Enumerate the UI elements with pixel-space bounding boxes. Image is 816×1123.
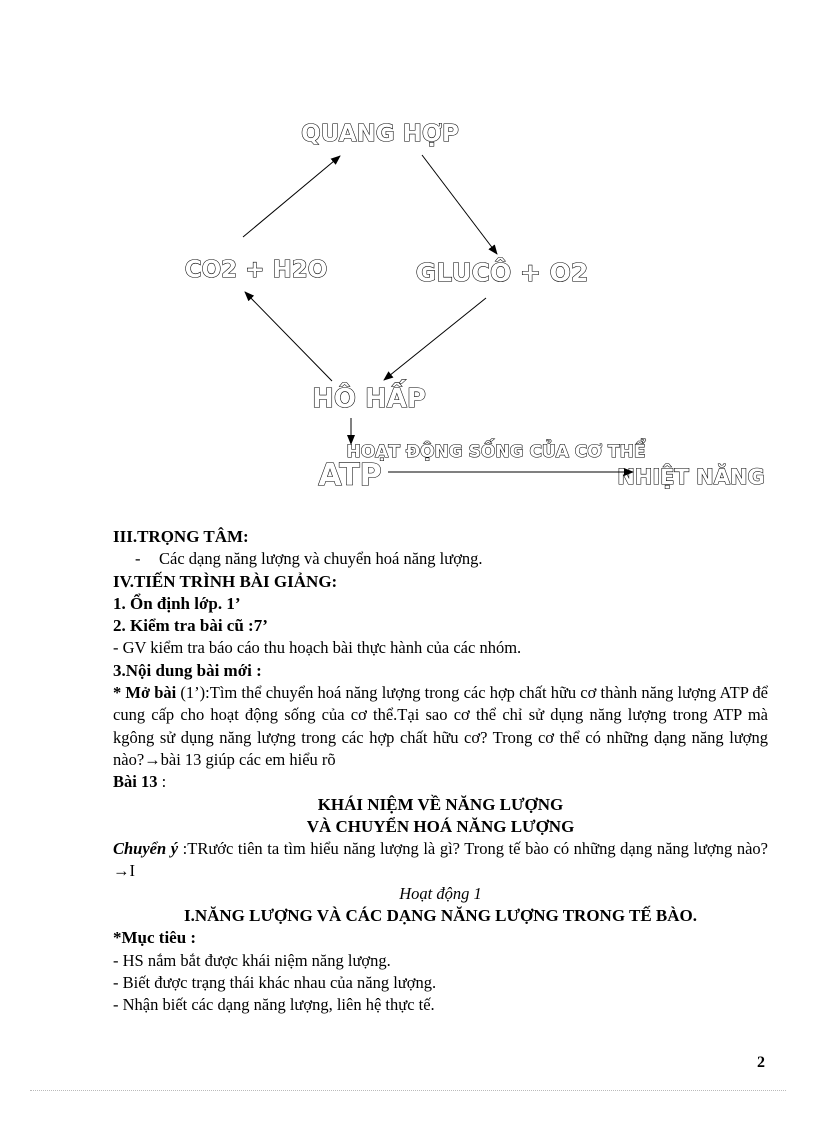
section-4-heading: IV.TIẾN TRÌNH BÀI GIẢNG: bbox=[113, 571, 338, 591]
bullet-dash: - bbox=[135, 549, 141, 569]
energy-conversion-diagram bbox=[0, 0, 816, 510]
objective-1: - HS nắm bắt được khái niệm năng lượng. bbox=[113, 950, 391, 970]
section-1-heading: I.NĂNG LƯỢNG VÀ CÁC DẠNG NĂNG LƯỢNG TRONG TẾ BÀO. bbox=[183, 906, 698, 926]
atp-label: ATP bbox=[318, 458, 382, 493]
section-3-item-text: Các dạng năng lượng và chuyển hoá năng lượng. bbox=[159, 549, 483, 569]
life-activity-label: HOẠT ĐỘNG SỐNG CỦA CƠ THỂ bbox=[346, 442, 646, 462]
lesson-title-2: VÀ CHUYỂN HOÁ NĂNG LƯỢNG bbox=[306, 816, 575, 836]
lesson-label: Bài 13 bbox=[113, 772, 158, 792]
arrow-respiration-to-co2 bbox=[245, 292, 332, 381]
intro-text: (1’):Tìm thể chuyển hoá năng lượng trong các hợp chất hữu cơ thành năng lượng ATP để cung cấp cho hoạt động sống của cơ thể.Tại sao cơ thể chỉ sử dụng năng lượng trong ATP mà kgông sử dụng năng lượng trong các hợp chất hữu cơ? Trong cơ thể có những dạng năng lượng nào?→bài 13 giúp các em hiểu rõ bbox=[113, 683, 768, 769]
footer-divider bbox=[30, 1090, 786, 1091]
arrow-co2-to-photosynthesis bbox=[243, 156, 340, 237]
lesson-line bbox=[113, 771, 768, 793]
glucose-o2-label: GLUCÔ + O2 bbox=[415, 258, 589, 287]
arrow-glucose-to-respiration bbox=[384, 298, 486, 380]
intro-paragraph bbox=[113, 682, 768, 771]
activity-heading: Hoạt động 1 bbox=[399, 883, 482, 903]
photosynthesis-label: QUANG HỢP bbox=[301, 121, 459, 147]
step-1-heading: 1. Ổn định lớp. 1’ bbox=[113, 593, 241, 613]
objectives-heading: *Mục tiêu : bbox=[113, 928, 197, 948]
intro-label: * Mở bài bbox=[113, 683, 177, 703]
respiration-label: HÔ HẤP bbox=[312, 384, 426, 414]
transition-text: :TRước tiên ta tìm hiểu năng lượng là gì? Trong tế bào có những dạng năng lượng nào? →I bbox=[113, 839, 768, 881]
section-3-heading: III.TRỌNG TÂM: bbox=[113, 527, 249, 546]
objective-2: - Biết được trạng thái khác nhau của năng lượng. bbox=[113, 972, 437, 992]
objective-3: - Nhận biết các dạng năng lượng, liên hệ thực tế. bbox=[113, 995, 435, 1015]
lesson-title-1: KHÁI NIỆM VỀ NĂNG LƯỢNG bbox=[317, 794, 564, 814]
step-2-text: - GV kiểm tra báo cáo thu hoạch bài thực hành của các nhóm. bbox=[113, 638, 522, 658]
lesson-colon: : bbox=[157, 772, 167, 792]
heat-energy-label: NHIỆT NĂNG bbox=[617, 465, 765, 489]
transition-paragraph bbox=[113, 838, 768, 883]
co2-h2o-label: CO2 + H2O bbox=[184, 257, 328, 283]
step-2-heading: 2. Kiểm tra bài cũ :7’ bbox=[113, 616, 268, 636]
step-3-heading: 3.Nội dung bài mới : bbox=[113, 660, 262, 680]
arrow-photosynthesis-to-glucose bbox=[422, 155, 497, 254]
transition-label: Chuyển ý bbox=[113, 839, 179, 859]
page-number: 2 bbox=[757, 1054, 765, 1071]
document-body bbox=[113, 526, 768, 1017]
section-3-item bbox=[113, 548, 768, 570]
